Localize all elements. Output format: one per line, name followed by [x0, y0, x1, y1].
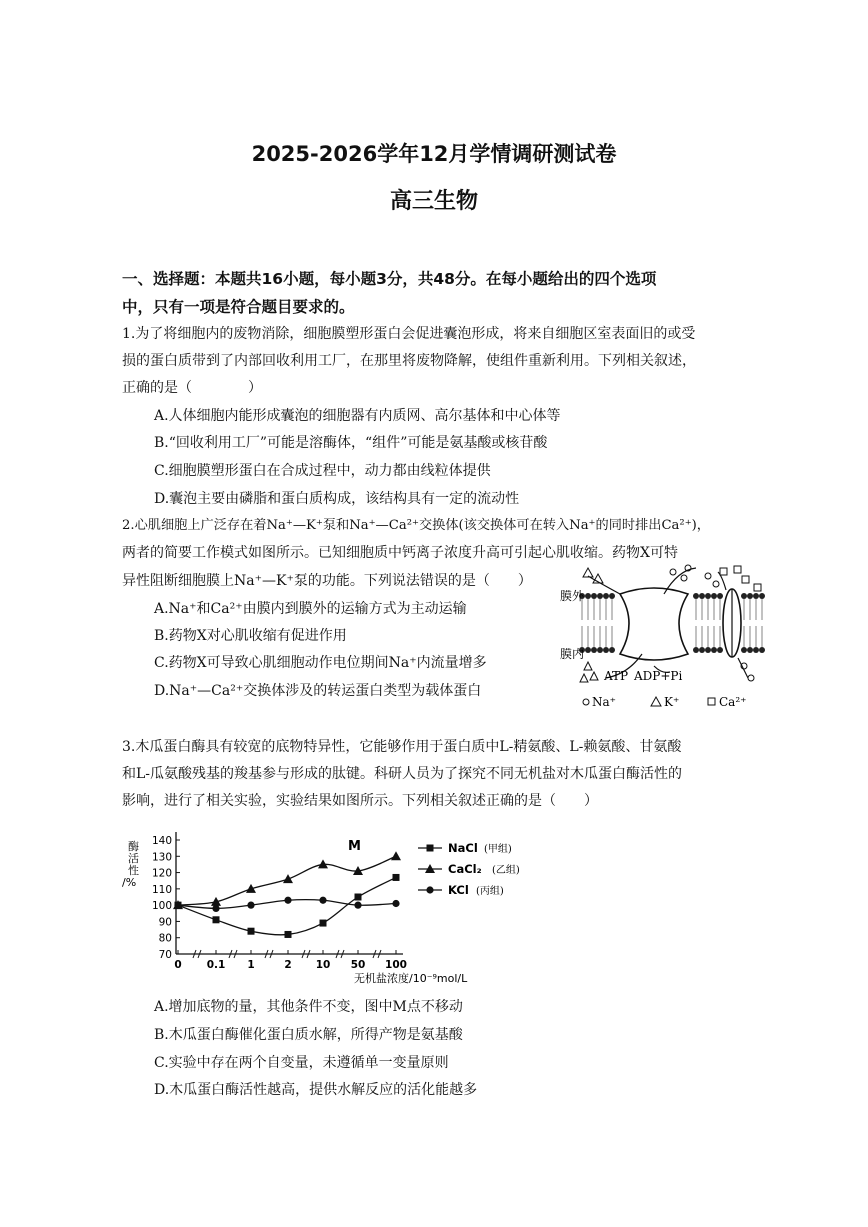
- outside-label: 膜外: [560, 589, 585, 603]
- y-tick-label: 90: [158, 916, 172, 929]
- k-legend-icon: [651, 697, 661, 706]
- series-line-square: [178, 877, 396, 934]
- lipid-head: [693, 647, 699, 653]
- legend-marker-square: [427, 845, 434, 852]
- q2-stem-line-3: 异性阻断细胞膜上Na⁺—K⁺泵的功能。下列说法错误的是（ ）: [122, 573, 532, 589]
- q2-option-b: B.药物X对心肌收缩有促进作用: [154, 628, 347, 644]
- y-tick-label: 130: [151, 851, 172, 864]
- lipid-head: [591, 647, 597, 653]
- x-tick-label: 10: [315, 959, 331, 971]
- lipid-head: [711, 593, 717, 599]
- x-tick-label: 1: [247, 959, 255, 971]
- lipid-head: [603, 647, 609, 653]
- section-heading-line-1: 一、选择题：本题共16小题，每小题3分，共48分。在每小题给出的四个选项: [122, 270, 657, 288]
- lipid-head: [753, 647, 759, 653]
- legend-series-name: NaCl: [448, 841, 478, 855]
- q3-stem-line-3: 影响，进行了相关实验，实验结果如图所示。下列相关叙述正确的是（ ）: [122, 793, 598, 809]
- particles-outside: [583, 565, 761, 591]
- inside-label: 膜内: [560, 647, 585, 661]
- lipid-head: [759, 593, 765, 599]
- x-tick-label: 100: [385, 959, 407, 971]
- data-point-square: [248, 928, 255, 935]
- q1-stem-line-1: 1.为了将细胞内的废物消除，细胞膜塑形蛋白会促进囊泡形成，将来自细胞区室表面旧的或受: [122, 326, 696, 342]
- q2-option-c: C.药物X可导致心肌细胞动作电位期间Na⁺内流量增多: [154, 655, 487, 671]
- lipid-head: [759, 647, 765, 653]
- legend-series-name: KCl: [448, 883, 469, 897]
- q3-option-d: D.木瓜蛋白酶活性越高，提供水解反应的活化能越多: [154, 1082, 478, 1098]
- y-tick-label: 70: [158, 949, 172, 961]
- section-heading-line-2: 中，只有一项是符合题目要求的。: [122, 298, 355, 316]
- data-point-circle: [284, 897, 291, 904]
- lipid-head: [705, 593, 711, 599]
- q3-stem-line-2: 和L-瓜氨酸残基的羧基参与形成的肽键。科研人员为了探究不同无机盐对木瓜蛋白酶活性的: [122, 766, 683, 782]
- lipid-head: [609, 593, 615, 599]
- y-tick-label: 100: [151, 900, 172, 913]
- data-point-triangle: [283, 874, 293, 883]
- data-point-square: [285, 931, 292, 938]
- y-tick-label: 110: [151, 883, 172, 896]
- q1-stem-line-3: 正确的是（ ）: [122, 380, 262, 396]
- x-tick-label: 0.1: [206, 959, 226, 971]
- chart-xlabel: 无机盐浓度/10⁻⁹mol/L: [354, 972, 468, 985]
- lipid-head: [585, 593, 591, 599]
- legend-series-group: (乙组): [492, 865, 520, 876]
- chart-ylabel: 酶活性/%: [122, 840, 139, 889]
- lipid-head: [717, 647, 723, 653]
- lipid-head: [741, 593, 747, 599]
- x-tick-label: 2: [284, 959, 292, 971]
- page-subtitle: 高三生物: [389, 189, 478, 214]
- legend-series-group: (丙组): [476, 886, 504, 897]
- lipid-head: [609, 647, 615, 653]
- data-point-circle: [319, 897, 326, 904]
- enzyme-activity-chart: [118, 826, 538, 986]
- lipid-head: [585, 647, 591, 653]
- legend-series-name: CaCl₂: [448, 862, 482, 876]
- q2-stem-line-1: 2.心肌细胞上广泛存在着Na⁺—K⁺泵和Na⁺—Ca²⁺交换体(该交换体可在转入Na⁺的同时排出Ca²⁺)，: [122, 518, 710, 533]
- data-point-circle: [354, 902, 361, 909]
- q1-stem-line-2: 损的蛋白质带到了内部回收利用工厂，在那里将废物降解，使组件重新利用。下列相关叙述，: [122, 353, 696, 369]
- y-tick-label: 140: [151, 835, 172, 847]
- q3-option-a: A.增加底物的量，其他条件不变，图中M点不移动: [154, 999, 463, 1015]
- lipid-head: [747, 593, 753, 599]
- atp-label: ATP: [604, 669, 629, 683]
- legend-ca: Ca²⁺: [719, 695, 747, 709]
- page-title: 2025-2026学年12月学情调研测试卷: [251, 142, 617, 166]
- lipid-head: [705, 647, 711, 653]
- q3-stem-line-1: 3.木瓜蛋白酶具有较宽的底物特异性，它能够作用于蛋白质中L-精氨酸、L-赖氨酸、甘氨酸: [122, 739, 682, 755]
- legend-k: K⁺: [664, 695, 680, 709]
- lipid-head: [741, 647, 747, 653]
- lipid-head: [711, 647, 717, 653]
- data-point-circle: [212, 905, 219, 912]
- y-tick-label: 120: [151, 867, 172, 880]
- data-point-square: [320, 920, 327, 927]
- q3-option-b: B.木瓜蛋白酶催化蛋白质水解，所得产物是氨基酸: [154, 1027, 463, 1043]
- lipid-head: [753, 593, 759, 599]
- q2-option-d: D.Na⁺—Ca²⁺交换体涉及的转运蛋白类型为载体蛋白: [154, 683, 482, 699]
- data-point-circle: [247, 902, 254, 909]
- q1-option-a: A.人体细胞内能形成囊泡的细胞器有内质网、高尔基体和中心体等: [154, 408, 561, 424]
- q2-stem-line-2: 两者的简要工作模式如图所示。已知细胞质中钙离子浓度升高可引起心肌收缩。药物X可特: [122, 545, 678, 561]
- membrane-transport-diagram: [558, 562, 768, 712]
- lipid-head: [597, 647, 603, 653]
- data-point-circle: [392, 900, 399, 907]
- diagram-legend: [583, 695, 746, 709]
- na-ca-exchanger: [723, 589, 741, 657]
- q1-option-c: C.细胞膜塑形蛋白在合成过程中，动力都由线粒体提供: [154, 463, 491, 479]
- lipid-head: [717, 593, 723, 599]
- lipid-head: [603, 593, 609, 599]
- arrow-k-uptake: [588, 576, 620, 594]
- ca-legend-icon: [708, 698, 715, 705]
- legend-marker-circle: [426, 886, 433, 893]
- data-point-square: [393, 874, 400, 881]
- data-point-square: [213, 916, 220, 923]
- data-point-circle: [174, 902, 181, 909]
- q1-option-d: D.囊泡主要由磷脂和蛋白质构成，该结构具有一定的流动性: [154, 491, 520, 507]
- lipid-head: [699, 593, 705, 599]
- lipid-head: [747, 647, 753, 653]
- q1-option-b: B.“回收利用工厂”可能是溶酶体，“组件”可能是氨基酸或核苷酸: [154, 435, 548, 451]
- legend-series-group: (甲组): [484, 844, 512, 855]
- data-point-square: [355, 894, 362, 901]
- y-tick-label: 80: [158, 932, 172, 945]
- na-k-pump: [620, 588, 688, 660]
- x-tick-label: 50: [350, 959, 366, 971]
- lipid-head: [693, 593, 699, 599]
- lipid-head: [591, 593, 597, 599]
- na-legend-icon: [583, 699, 589, 705]
- lipid-head: [699, 647, 705, 653]
- legend-na: Na⁺: [592, 695, 616, 709]
- q2-option-a: A.Na⁺和Ca²⁺由膜内到膜外的运输方式为主动运输: [154, 601, 467, 617]
- chart-annotation-m: M: [348, 839, 361, 854]
- lipid-head: [597, 593, 603, 599]
- x-tick-label: 0: [174, 959, 182, 971]
- adp-label: ADP+Pi: [634, 669, 683, 683]
- data-point-triangle: [391, 851, 401, 860]
- q3-option-c: C.实验中存在两个自变量，未遵循单一变量原则: [154, 1055, 449, 1071]
